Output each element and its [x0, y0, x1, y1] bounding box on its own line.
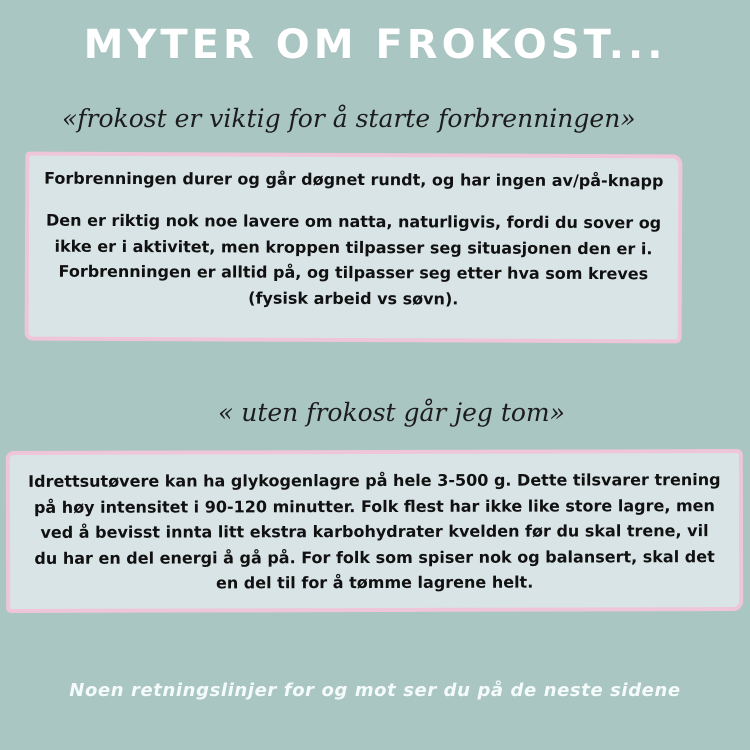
myth-1-heading: «frokost er viktig for å starte forbrenningen»	[62, 104, 636, 133]
myth-2-heading: « uten frokost går jeg tom»	[218, 398, 565, 427]
myth-1-intro: Forbrenningen durer og går døgnet rundt, og har ingen av/på-knapp	[44, 168, 664, 191]
footer-note: Noen retningslinjer for og mot ser du på de neste sidene	[69, 680, 681, 701]
myth-1-card	[25, 152, 683, 344]
myth-2-card	[6, 449, 743, 613]
myth-1-body: Den er riktig nok noe lavere om natta, naturligvis, fordi du sover og ikke er i aktivitet, men kroppen tilpasser seg situasjonen den er i. Forbrenningen er alltid på, og tilpasser seg etter hva som kreves (fysisk arbeid vs søvn).	[46, 210, 662, 308]
page-title: MYTER OM FROKOST...	[83, 22, 667, 68]
myth-2-body: Idrettsutøvere kan ha glykogenlagre på hele 3-500 g. Dette tilsvarer trening på høy intensitet i 90-120 minutter. Folk flest har ikke like store lagre, men ved å bevisst innta litt ekstra karbohydrater kvelden før du skal trene, vil du har en del energi å gå på. For folk som spiser nok og balansert, skal det en del til for å tømme lagrene helt.	[28, 470, 721, 593]
